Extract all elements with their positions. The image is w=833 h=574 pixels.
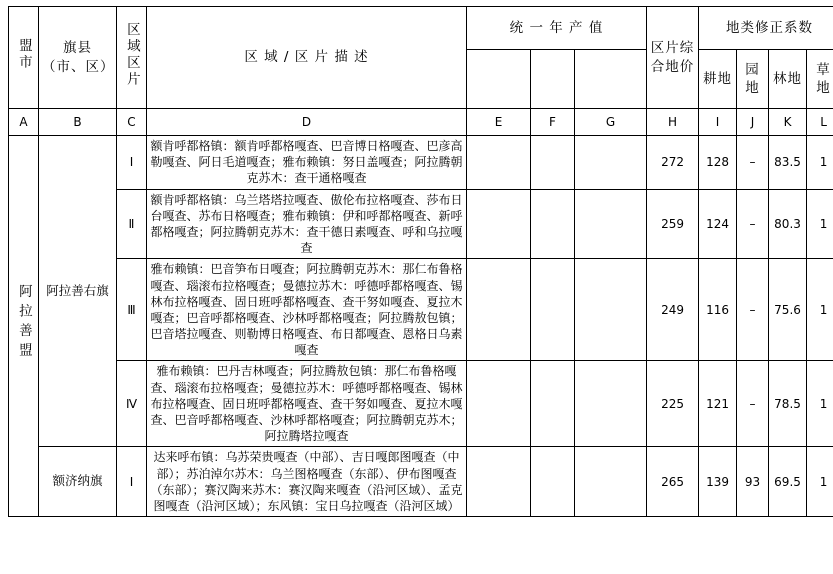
letter-c: C bbox=[117, 109, 147, 136]
table-row bbox=[9, 361, 833, 447]
table-row bbox=[9, 136, 833, 190]
cell-compensation bbox=[575, 259, 647, 361]
cell-description: 达来呼布镇：乌苏荣贵嘎查（中部）、吉日嘎郎图嘎查（中部）；苏泊淖尔苏木：乌兰图格嘎查（东部）、伊布图嘎查（东部）；赛汉陶来苏木：赛汉陶来嘎查（沿河区域）、孟克图嘎查（沿河区域）；东风镇：宝日乌拉嘎查（沿河区域） bbox=[147, 447, 467, 517]
cell-compensation bbox=[575, 361, 647, 447]
cell-comprehensive-price: 272 bbox=[647, 136, 699, 190]
cell-area-standard bbox=[467, 259, 531, 361]
cell-area-standard bbox=[467, 447, 531, 517]
header-orchard: 园地 bbox=[737, 50, 769, 109]
letter-d: D bbox=[147, 109, 467, 136]
header-compensation-standard bbox=[575, 50, 647, 109]
cell-description: 雅布赖镇：巴音笋布日嘎查；阿拉腾朝克苏木：那仁布鲁格嘎查、瑙滚布拉格嘎查；曼德拉苏木：呼德呼都格嘎查、锡林布拉格嘎查、固日班呼都格嘎查、查干努如嘎查、夏拉木嘎查；巴音呼都格嘎查、沙林呼都格嘎查；阿拉腾敖包镇；巴音塔拉嘎查、则勒博日格嘎查、布日都嘎查、恩格日乌素嘎查 bbox=[147, 259, 467, 361]
cell-farmland: 116 bbox=[699, 259, 737, 361]
cell-comprehensive-price: 259 bbox=[647, 189, 699, 259]
land-price-table bbox=[8, 6, 833, 517]
cell-county: 额济纳旗 bbox=[39, 447, 117, 517]
cell-description: 额肯呼都格镇：乌兰塔塔拉嘎查、傲伦布拉格嘎查、莎布日台嘎查、苏布日格嘎查；雅布赖镇：伊和呼都格嘎查、新呼都格嘎查；阿拉腾朝克苏木：查干德日素嘎查、呼和乌拉嘎查 bbox=[147, 189, 467, 259]
cell-forest: 69.5 bbox=[769, 447, 807, 517]
cell-forest: 78.5 bbox=[769, 361, 807, 447]
cell-multiple bbox=[531, 189, 575, 259]
cell-description: 雅布赖镇：巴丹吉林嘎查；阿拉腾敖包镇：那仁布鲁格嘎查、瑙滚布拉格嘎查；曼德拉苏木：呼德呼都格嘎查、锡林布拉格嘎查、固日班呼都格嘎查、查干努如嘎查、夏拉木嘎查、巴音呼都格嘎查、沙林呼都格嘎查；阿拉腾朝克苏木；阿拉腾塔拉嘎查 bbox=[147, 361, 467, 447]
header-area-standard bbox=[467, 50, 531, 109]
letter-g: G bbox=[575, 109, 647, 136]
cell-zone: Ⅱ bbox=[117, 189, 147, 259]
header-multiple bbox=[531, 50, 575, 109]
table-row bbox=[9, 189, 833, 259]
cell-area-standard bbox=[467, 136, 531, 190]
cell-comprehensive-price: 265 bbox=[647, 447, 699, 517]
cell-forest: 83.5 bbox=[769, 136, 807, 190]
cell-zone: Ⅲ bbox=[117, 259, 147, 361]
cell-comprehensive-price: 249 bbox=[647, 259, 699, 361]
cell-area-standard bbox=[467, 361, 531, 447]
header-row-1 bbox=[9, 7, 833, 50]
cell-zone: Ⅳ bbox=[117, 361, 147, 447]
letter-h: H bbox=[647, 109, 699, 136]
cell-compensation bbox=[575, 447, 647, 517]
letter-k: K bbox=[769, 109, 807, 136]
cell-county: 阿拉善右旗 bbox=[39, 136, 117, 447]
cell-compensation bbox=[575, 136, 647, 190]
cell-description: 额肯呼都格镇：额肯呼都格嘎查、巴音博日格嘎查、巴彦高勒嘎查、阿日毛道嘎查；雅布赖镇：努日盖嘎查；阿拉腾朝克苏木：查干通格嘎查 bbox=[147, 136, 467, 190]
cell-orchard: – bbox=[737, 189, 769, 259]
letter-e: E bbox=[467, 109, 531, 136]
cell-compensation bbox=[575, 189, 647, 259]
cell-farmland: 124 bbox=[699, 189, 737, 259]
header-zone: 区域区片 bbox=[117, 7, 147, 109]
letter-f: F bbox=[531, 109, 575, 136]
cell-grassland: 1 bbox=[807, 259, 833, 361]
cell-multiple bbox=[531, 447, 575, 517]
cell-grassland: 1 bbox=[807, 447, 833, 517]
header-grassland: 草地 bbox=[807, 50, 833, 109]
table-row bbox=[9, 259, 833, 361]
letter-i: I bbox=[699, 109, 737, 136]
header-group-land-coefficients: 地类修正系数 bbox=[699, 7, 833, 50]
cell-grassland: 1 bbox=[807, 361, 833, 447]
header-group-annual-yield: 统 一 年 产 值 bbox=[467, 7, 647, 50]
column-letter-row bbox=[9, 109, 833, 136]
letter-b: B bbox=[39, 109, 117, 136]
cell-grassland: 1 bbox=[807, 189, 833, 259]
letter-j: J bbox=[737, 109, 769, 136]
cell-league: 阿拉善盟 bbox=[9, 136, 39, 517]
cell-multiple bbox=[531, 259, 575, 361]
cell-orchard: – bbox=[737, 136, 769, 190]
header-league: 盟市 bbox=[9, 7, 39, 109]
cell-orchard: – bbox=[737, 259, 769, 361]
cell-zone: Ⅰ bbox=[117, 447, 147, 517]
cell-forest: 75.6 bbox=[769, 259, 807, 361]
cell-orchard: 93 bbox=[737, 447, 769, 517]
cell-comprehensive-price: 225 bbox=[647, 361, 699, 447]
cell-farmland: 121 bbox=[699, 361, 737, 447]
header-county: 旗县（市、区） bbox=[39, 7, 117, 109]
cell-multiple bbox=[531, 136, 575, 190]
cell-farmland: 128 bbox=[699, 136, 737, 190]
letter-a: A bbox=[9, 109, 39, 136]
cell-multiple bbox=[531, 361, 575, 447]
cell-grassland: 1 bbox=[807, 136, 833, 190]
table-row bbox=[9, 447, 833, 517]
cell-orchard: – bbox=[737, 361, 769, 447]
letter-l: L bbox=[807, 109, 833, 136]
header-description: 区 域 / 区 片 描 述 bbox=[147, 7, 467, 109]
header-forest: 林地 bbox=[769, 50, 807, 109]
cell-zone: Ⅰ bbox=[117, 136, 147, 190]
cell-forest: 80.3 bbox=[769, 189, 807, 259]
cell-farmland: 139 bbox=[699, 447, 737, 517]
cell-area-standard bbox=[467, 189, 531, 259]
header-comprehensive-price: 区片综合地价 bbox=[647, 7, 699, 109]
header-farmland: 耕地 bbox=[699, 50, 737, 109]
